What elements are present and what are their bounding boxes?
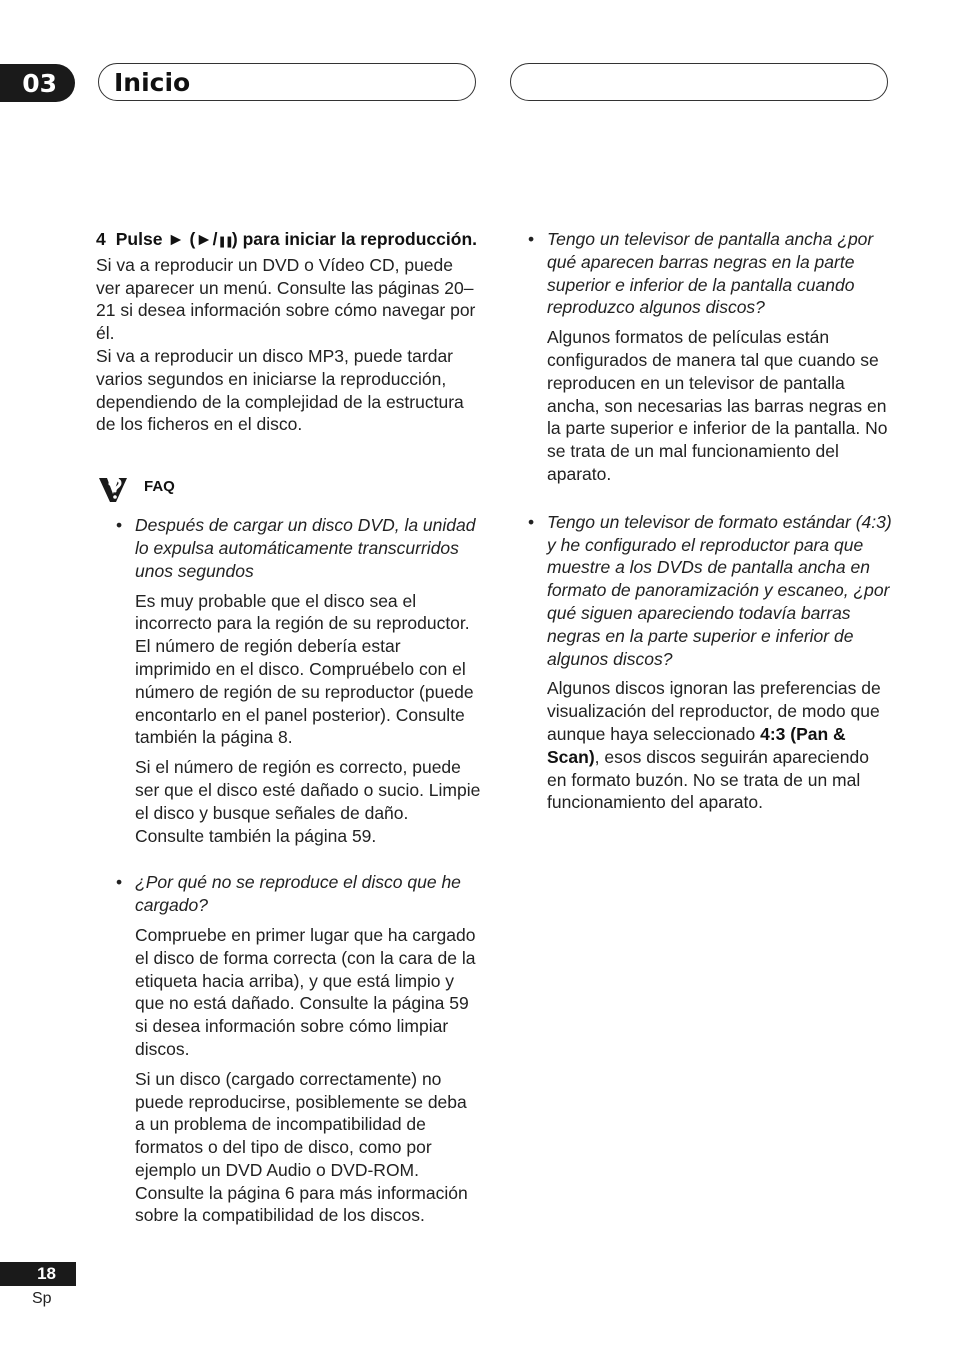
left-column — [96, 228, 481, 1227]
step-title-prefix: Pulse ► (►/ — [115, 229, 218, 249]
faq-question: Tengo un televisor de formato estándar (4:3) y he configurado el reproductor para que muestre a los DVDs de pantalla ancha en formato de panoramización y escaneo, ¿por qué siguen apareciendo todavía barras negras en la parte superior e inferior de algunos discos? — [547, 511, 892, 669]
faq-answer: Compruebe en primer lugar que ha cargado el disco de forma correcta (con la cara de la etiqueta hacia arriba), y que está limpio y que no está dañado. Consulte la página 59 si desea información sobre cómo limpiar discos. — [135, 924, 476, 1059]
subtitle-box — [510, 63, 888, 101]
faq-question-icon — [96, 470, 130, 504]
faq-question: ¿Por qué no se reproduce el disco que he cargado? — [135, 872, 461, 916]
faq-item — [528, 511, 893, 814]
faq-answer: Si el número de región es correcto, puede ser que el disco esté dañado o sucio. Limpie el disco y busque señales de daño. Consulte también la página 59. — [135, 757, 481, 846]
bullet: • — [528, 229, 535, 249]
step-title-suffix: ) para iniciar la reproducción. — [231, 229, 477, 249]
bullet: • — [116, 515, 123, 536]
bullet: • — [528, 511, 535, 532]
chapter-title-box — [98, 63, 476, 101]
faq-heading — [96, 470, 481, 504]
language-code: Sp — [32, 1290, 52, 1307]
step-number: 4 — [96, 229, 106, 249]
chapter-title: Inicio — [114, 67, 191, 97]
faq-item — [528, 228, 893, 486]
bullet: • — [116, 872, 123, 893]
faq-answer: Algunos formatos de películas están configurados de manera tal que cuando se reproducen en un televisor de pantalla ancha, son necesarias las barras negras en la parte superior e inferior de la pantalla. No se trata de un mal funcionamiento del aparato. — [547, 327, 888, 484]
faq-label: FAQ — [144, 477, 175, 495]
step-paragraph-1: Si va a reproducir un DVD o Vídeo CD, puede ver aparecer un menú. Consulte las páginas 20–21 si desea información sobre cómo navegar por él. — [96, 254, 476, 344]
faq-answer: Si un disco (cargado correctamente) no puede reproducirse, posiblemente se deba a un problema de incompatibilidad de formatos o del tipo de disco, como por ejemplo un DVD Audio o DVD-ROM. Consulte la página 6 para más información sobre la compatibilidad de los discos. — [135, 1068, 468, 1226]
step-heading — [96, 228, 481, 254]
faq-question: Después de cargar un disco DVD, la unidad lo expulsa automáticamente transcurridos unos segundos — [135, 515, 476, 581]
faq-answer — [547, 677, 893, 814]
faq-item — [116, 514, 481, 847]
page-number: 18 — [0, 1262, 76, 1286]
setting-name: 4:3 (Pan & Scan) — [547, 723, 846, 767]
faq-answer-text: Algunos discos ignoran las preferencias de visualización del reproductor, de modo que aunque haya seleccionado — [547, 678, 881, 744]
faq-answer: Es muy probable que el disco sea el incorrecto para la región de su reproductor. El número de región debería estar imprimido en el disco. Compruébelo con el número de región de su reproductor (puede encontarlo en el panel posterior). Consulte también la página 8. — [135, 590, 474, 748]
chapter-number-badge: 03 — [0, 64, 75, 102]
faq-question: Tengo un televisor de pantalla ancha ¿por qué aparecen barras negras en la parte superior e inferior de la pantalla cuando reproduzco algunos discos? — [547, 229, 874, 318]
faq-item — [116, 871, 481, 1227]
right-column — [528, 228, 893, 814]
faq-answer-text: , esos discos seguirán apareciendo en formato buzón. No se trata de un mal funcionamiento del aparato. — [547, 746, 869, 813]
pause-icon: ❚❚ — [217, 236, 232, 248]
faq-list — [96, 514, 481, 1227]
step-paragraph-2: Si va a reproducir un disco MP3, puede tardar varios segundos en iniciarse la reproducción, dependiendo de la complejidad de la estructura de los ficheros en el disco. — [96, 345, 464, 435]
